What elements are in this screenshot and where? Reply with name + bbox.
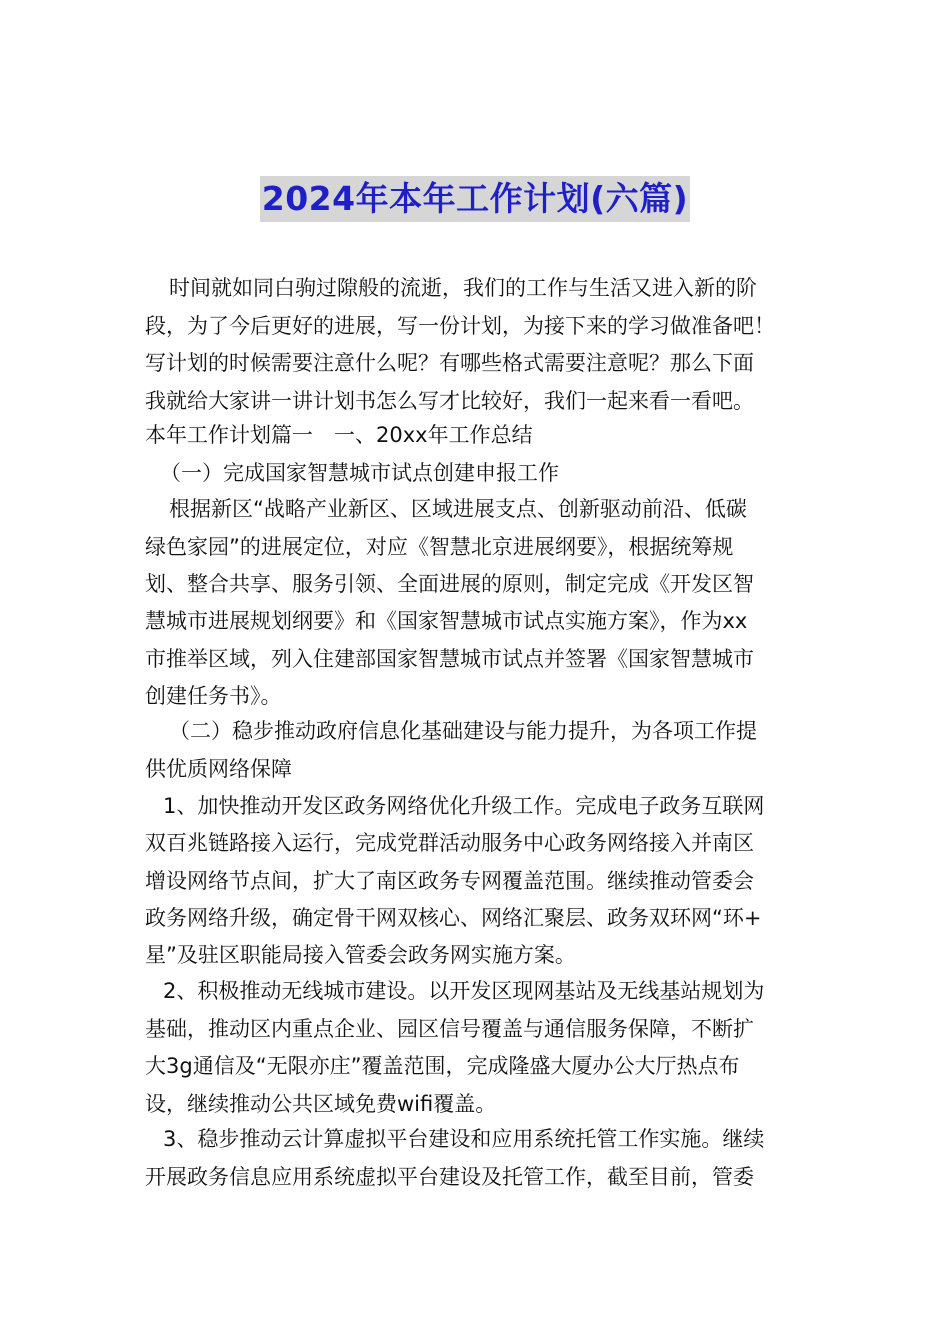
text-line: 3、稳步推动云计算虚拟平台建设和应用系统托管工作实施。继续 <box>163 1127 765 1151</box>
document-title <box>0 176 950 222</box>
text-line: 市推举区域，列入住建部国家智慧城市试点并签署《国家智慧城市 <box>145 647 754 671</box>
text-line: 星”及驻区职能局接入管委会政务网实施方案。 <box>145 943 576 967</box>
text-line: 创建任务书》。 <box>145 684 282 708</box>
text-line: 设，继续推动公共区域免费wifi覆盖。 <box>145 1092 497 1116</box>
text-line: 根据新区“战略产业新区、区域进展支点、创新驱动前沿、低碳 <box>169 497 747 521</box>
text-line: （一）完成国家智慧城市试点创建申报工作 <box>160 461 559 485</box>
text-line: 大3g通信及“无限亦庄”覆盖范围，完成隆盛大厦办公大厅热点布 <box>145 1054 740 1078</box>
text-line: 本年工作计划篇一 一、20xx年工作总结 <box>145 423 533 447</box>
document-title-text: 2024年本年工作计划(六篇) <box>260 176 691 222</box>
text-line: 慧城市进展规划纲要》和《国家智慧城市试点实施方案》，作为xx <box>145 609 748 633</box>
text-line: 双百兆链路接入运行，完成党群活动服务中心政务网络接入并南区 <box>145 831 754 855</box>
text-line: 绿色家园”的进展定位，对应《智慧北京进展纲要》，根据统筹规 <box>145 535 734 559</box>
text-line: 2、积极推动无线城市建设。以开发区现网基站及无线基站规划为 <box>163 979 765 1003</box>
text-line: 供优质网络保障 <box>145 757 292 781</box>
text-line: 增设网络节点间，扩大了南区政务专网覆盖范围。继续推动管委会 <box>145 869 754 893</box>
text-line: 基础，推动区内重点企业、园区信号覆盖与通信服务保障，不断扩 <box>145 1017 754 1041</box>
text-line: （二）稳步推动政府信息化基础建设与能力提升，为各项工作提 <box>169 719 757 743</box>
text-line: 开展政务信息应用系统虚拟平台建设及托管工作，截至目前，管委 <box>145 1165 754 1189</box>
text-line: 段，为了今后更好的进展，写一份计划，为接下来的学习做准备吧！ <box>145 314 775 338</box>
text-line: 政务网络升级，确定骨干网双核心、网络汇聚层、政务双环网“环+ <box>145 906 762 930</box>
text-line: 我就给大家讲一讲计划书怎么写才比较好，我们一起来看一看吧。 <box>145 389 754 413</box>
text-line: 划、整合共享、服务引领、全面进展的原则，制定完成《开发区智 <box>145 572 754 596</box>
text-line: 1、加快推动开发区政务网络优化升级工作。完成电子政务互联网 <box>163 794 765 818</box>
text-line: 时间就如同白驹过隙般的流逝，我们的工作与生活又进入新的阶 <box>169 276 757 300</box>
text-line: 写计划的时候需要注意什么呢？有哪些格式需要注意呢？那么下面 <box>145 351 754 375</box>
